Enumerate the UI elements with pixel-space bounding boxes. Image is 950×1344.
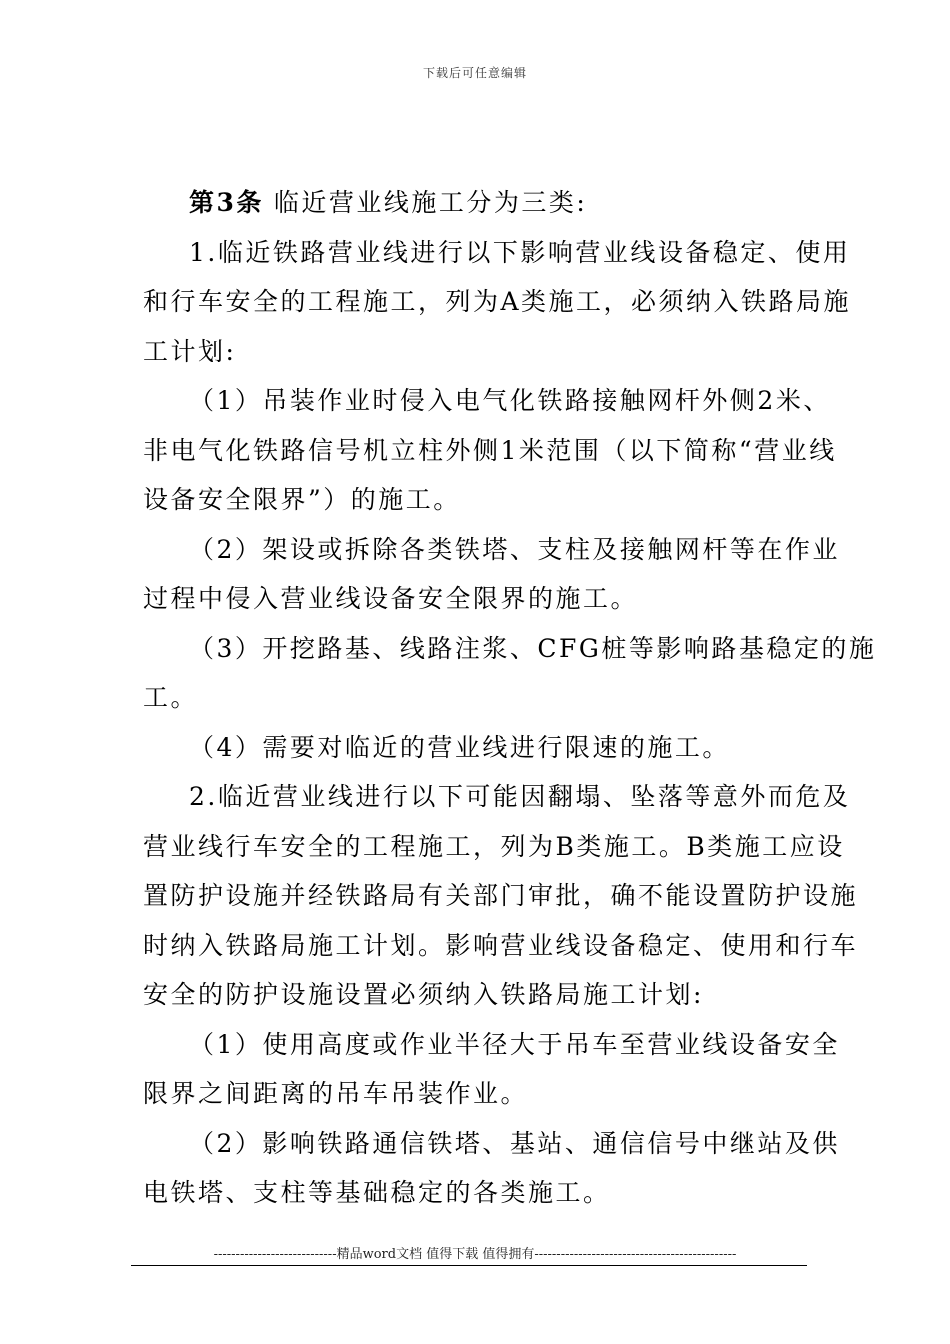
text-line: 非电气化铁路信号机立柱外侧1米范围（以下简称“营业线 — [143, 435, 837, 465]
text-line: 置防护设施并经铁路局有关部门审批，确不能设置防护设施 — [143, 881, 859, 910]
article-number: 第3条 — [189, 188, 264, 217]
text-line: 过程中侵入营业线设备安全限界的施工。 — [143, 584, 639, 613]
text-line: 工计划: — [143, 336, 237, 366]
text-line: （4）需要对临近的营业线进行限速的施工。 — [189, 732, 730, 762]
text-line: 安全的防护设施设置必须纳入铁路局施工计划: — [143, 980, 704, 1009]
text-line: 营业线行车安全的工程施工，列为B类施工。B类施工应设 — [143, 831, 845, 861]
text-line: 1.临近铁路营业线进行以下影响营业线设备稳定、使用 — [189, 237, 851, 267]
text-line: 和行车安全的工程施工，列为A类施工，必须纳入铁路局施 — [143, 287, 852, 316]
text-line: （1）使用高度或作业半径大于吊车至营业线设备安全 — [189, 1029, 840, 1059]
article-title: 临近营业线施工分为三类: — [273, 188, 588, 217]
text-line: 电铁塔、支柱等基础稳定的各类施工。 — [143, 1178, 611, 1207]
footer-text: ----------------------------精品word文档 值得下载 值得拥有---------------------------------------------- — [213, 1247, 737, 1262]
text-line: 设备安全限界”）的施工。 — [143, 485, 461, 514]
page-header: 下载后可任意编辑 — [422, 66, 527, 80]
article-heading — [143, 178, 807, 228]
text-line: （2）影响铁路通信铁塔、基站、通信信号中继站及供 — [189, 1128, 840, 1158]
document-body — [143, 178, 877, 1218]
text-line: 工。 — [143, 683, 199, 712]
text-line: （1）吊装作业时侵入电气化铁路接触网杆外侧2米、 — [189, 386, 831, 415]
text-line: （3）开挖路基、线路注浆、CFG桩等影响路基稳定的施 — [189, 633, 877, 663]
footer-rule — [131, 1265, 807, 1266]
text-line: 时纳入铁路局施工计划。影响营业线设备稳定、使用和行车 — [143, 930, 859, 960]
text-line: 限界之间距离的吊车吊装作业。 — [143, 1079, 529, 1108]
paragraph-lines — [143, 228, 877, 1218]
text-line: （2）架设或拆除各类铁塔、支柱及接触网杆等在作业 — [189, 534, 840, 564]
text-line: 2.临近营业线进行以下可能因翻塌、坠落等意外而危及 — [189, 782, 851, 811]
